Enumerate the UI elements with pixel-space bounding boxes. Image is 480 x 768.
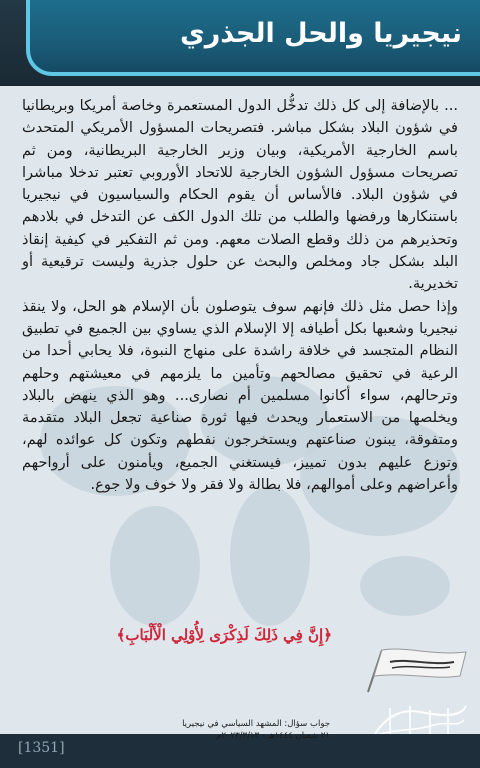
world-map-decoration [110,506,200,626]
calligraphy-seal-icon [360,698,472,734]
flag-icon [362,646,470,696]
article-body [22,95,458,496]
world-map-decoration [230,486,310,626]
source-citation [90,718,330,742]
world-map-decoration [360,556,450,616]
source-title: جواب سؤال: المشهد السياسي في نيجيريا [182,719,330,729]
paragraph-2: وإذا حصل مثل ذلك فإنهم سوف يتوصلون بأن الإسلام هو الحل، ولا ينقذ نيجيريا وشعبها بكل أطيافه إلا الإسلام الذي يساوي بين الجميع في تطبيق النظام المتجسد في خلافة راشدة على منهاج النبوة، فلا يحابي أحدا من الرعية في تحقيق مصالحهم وتأمين ما يلزمهم في معيشتهم وحلهم وترحالهم، سواء أكانوا مسلمين أم نصارى... وهو الذي ينهض بالبلاد ويخلصها من الاستعمار ويحدث فيها ثورة صناعية تجعل البلاد متقدمة ومتفوقة، يبنون صناعتهم ويستخرجون نفطهم وتكون كل عوائده لهم، وتوزع عليهم بدون تمييز، فيستغني الجميع، ويأمنون على أرواحهم وأعراضهم وعلى أموالهم، فلا بطالة ولا فقر ولا خوف ولا جوع. [22,297,458,494]
header-band [26,0,480,76]
page-number: [1351] [18,740,65,756]
page-title: نيجيريا والحل الجذري [180,18,462,49]
header [0,0,480,86]
quran-verse: ﴿إِنَّ فِي ذَلِكَ لَذِكْرَى لِأُوْلِي الْأَلْبَابِ﴾ [116,626,332,644]
source-date: ٢١ شعبان ١٤٤٤هـ - ٢٠٢٣/٣/١٣م [216,731,330,741]
content-panel [0,86,480,734]
paragraph-1: ... بالإضافة إلى كل ذلك تدخُّل الدول المستعمرة وخاصة أمريكا وبريطانيا في شؤون البلاد بشكل مباشر. فتصريحات المسؤول الأمريكي المتحدث باسم الخارجية الأمريكية، وبيان وزير الخارجية البريطانية، ومن ثم تصريحات مسؤول الشؤون الخارجية للاتحاد الأوروبي تعتبر تدخلا مباشرا في شؤون البلاد. فالأساس أن يقوم الحكام والسياسيون في نيجيريا باستنكارها ورفضها والطلب من تلك الدول الكف عن التدخل في بلادهم وتحذيرهم من ذلك وقطع الصلات معهم. ومن ثم التفكير في كيفية إنقاذ البلد بشكل جاد ومخلص والبحث عن حلول جذرية وليست ترقيعية أو تخديرية. [22,97,458,293]
